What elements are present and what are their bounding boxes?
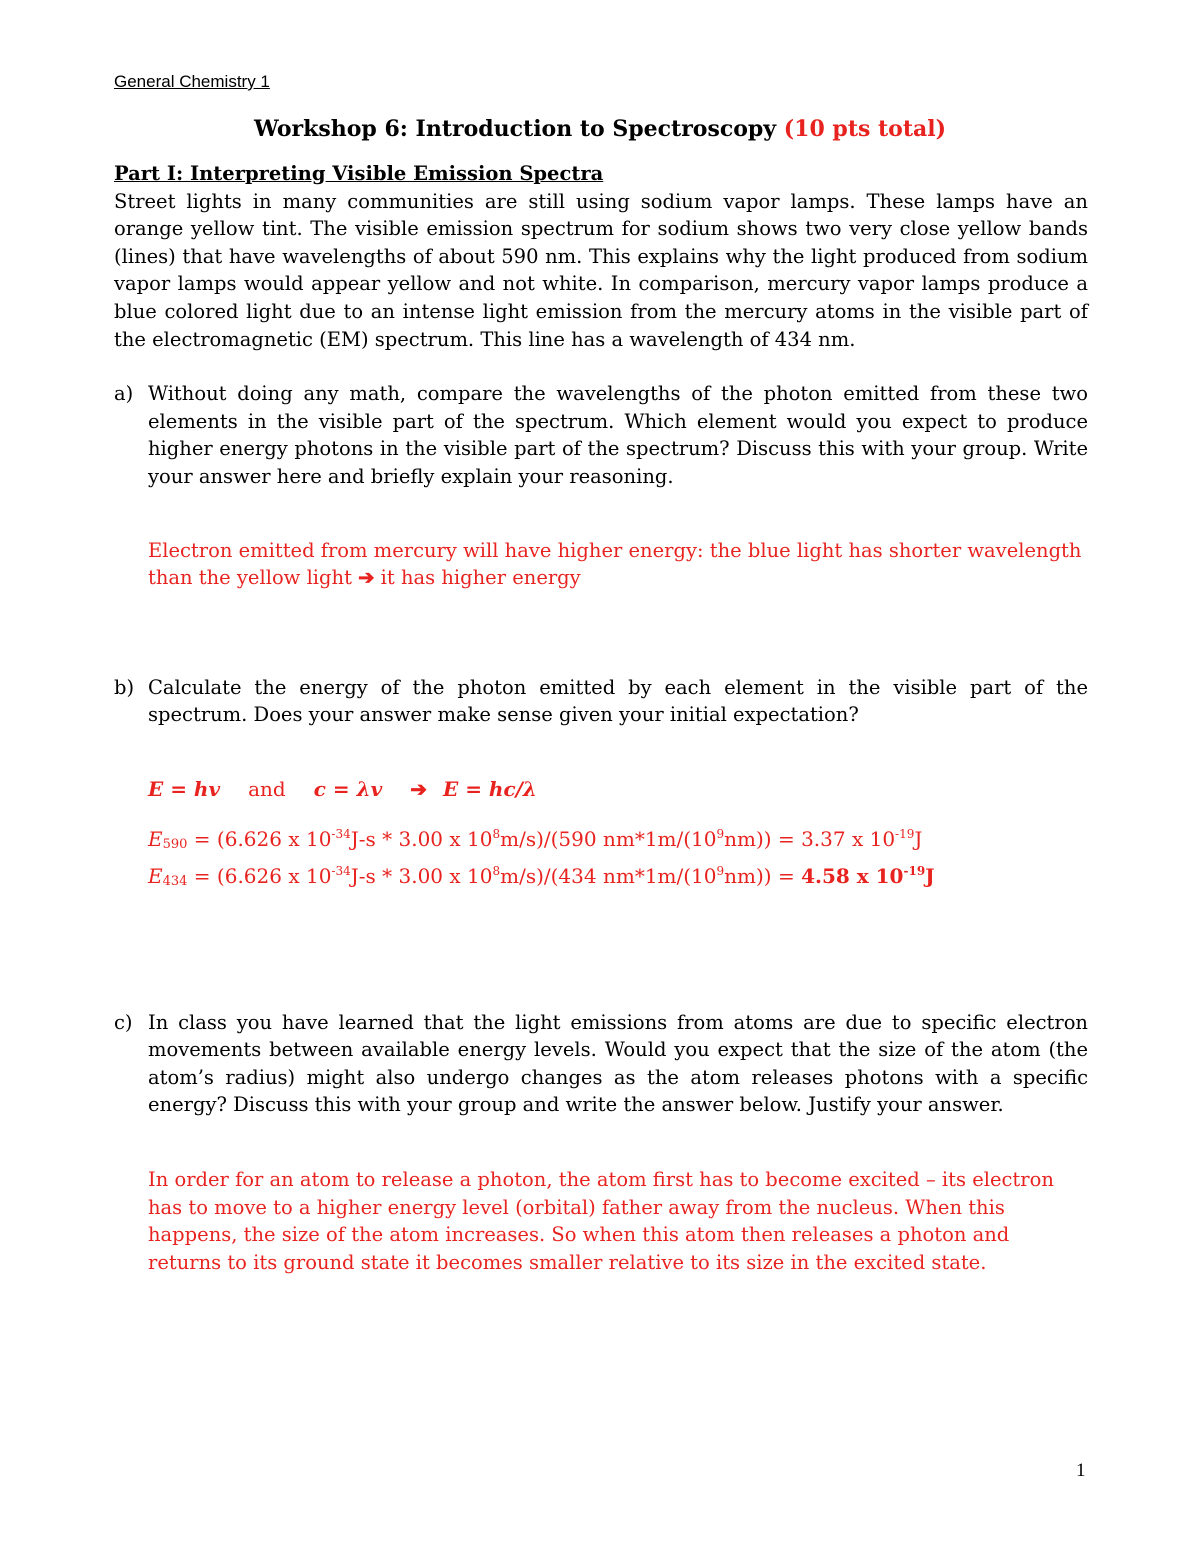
calc-590-exp4: -19: [895, 826, 915, 841]
formula-3: E = hc/λ: [442, 776, 537, 801]
calc-434-exp1: -34: [331, 864, 351, 879]
title-points: (10 pts total): [783, 116, 947, 142]
content: [114, 160, 1088, 1276]
arrow-icon: ➔: [358, 566, 375, 590]
calc-590-p2: J-s * 3.00 x 10: [350, 826, 493, 851]
calc-434-exp4: -19: [903, 864, 926, 879]
question-c: [114, 1009, 1088, 1119]
answer-a-part2: it has higher energy: [374, 566, 581, 590]
formula-2: c = λv: [313, 776, 383, 801]
part1-heading: Part I: Interpreting Visible Emission Spectra: [114, 162, 604, 185]
title-main: Workshop 6: Introduction to Spectroscopy: [253, 116, 784, 142]
formula-and: and: [248, 776, 286, 801]
question-b: [114, 674, 1088, 729]
formula-arrow-icon: ➔: [410, 776, 427, 801]
calc-434-exp3: 9: [716, 864, 725, 879]
calc-434-symbol: E: [148, 864, 163, 889]
answer-a-part1: Electron emitted from mercury will have higher energy: the blue light has shorter wavelength than the yellow light: [148, 538, 1082, 590]
part1-intro: Street lights in many communities are still using sodium vapor lamps. These lamps have an orange yellow tint. The visible emission spectrum for sodium shows two very close yellow bands (lines) that have wavelengths of about 590 nm. This explains why the light produced from sodium vapor lamps would appear yellow and not white. In comparison, mercury vapor lamps produce a blue colored light due to an intense light emission from the mercury atoms in the visible part of the electromagnetic (EM) spectrum. This line has a wavelength of 434 nm.: [114, 189, 1088, 351]
calc-434-sub: 434: [162, 874, 188, 890]
question-b-text: Calculate the energy of the photon emitted by each element in the visible part of the spectrum. Does your answer make sense given your initial expectation?: [148, 675, 1088, 727]
question-c-text: In class you have learned that the light emissions from atoms are due to specific electron movements between available energy levels. Would you expect that the size of the atom (the atom’s radius) might also undergo changes as the atom releases photons with a specific energy? Discuss this with your group and write the answer below. Justify your answer.: [148, 1010, 1088, 1117]
calc-434-result: 4.58 x 10: [801, 864, 904, 889]
calc-590: [114, 821, 1088, 859]
calc-434-p2: J-s * 3.00 x 10: [350, 864, 493, 889]
formula-1: E = hv: [148, 776, 221, 801]
calc-590-p1: = (6.626 x 10: [187, 826, 332, 851]
calc-590-symbol: E: [148, 826, 163, 851]
calc-590-p5: J: [914, 826, 923, 851]
page-title: [0, 116, 1200, 142]
calc-590-p3: m/s)/(590 nm*1m/(10: [500, 826, 717, 851]
calc-590-p4: nm)) = 3.37 x 10: [724, 826, 896, 851]
calc-590-exp2: 8: [492, 826, 501, 841]
calc-590-exp3: 9: [716, 826, 725, 841]
calc-590-sub: 590: [162, 836, 188, 852]
calc-434-p1: = (6.626 x 10: [187, 864, 332, 889]
answer-c: In order for an atom to release a photon, the atom first has to become excited – its electron has to move to a higher energy level (orbital) father away from the nucleus. When this happens, the size of the atom increases. So when this atom then releases a photon and returns to its ground state it becomes smaller relative to its size in the excited state.: [148, 1168, 1054, 1274]
calc-434-p5: J: [925, 864, 935, 889]
question-a-text: Without doing any math, compare the wavelengths of the photon emitted from these two elements in the visible part of the spectrum. Which element would you expect to produce higher energy photons in the visible part of the spectrum? Discuss this with your group. Write your answer here and briefly explain your reasoning.: [148, 382, 1088, 488]
question-a-label: a): [114, 382, 134, 406]
course-header: General Chemistry 1: [114, 72, 270, 91]
calc-590-exp1: -34: [331, 826, 351, 841]
formula-line: [114, 776, 1088, 804]
calc-434: [114, 858, 1088, 896]
question-a: [114, 380, 1088, 490]
calc-434-exp2: 8: [492, 864, 501, 879]
calc-434-p3: m/s)/(434 nm*1m/(10: [500, 864, 717, 889]
calc-434-p4: nm)) =: [724, 864, 802, 889]
answer-a: [114, 537, 1088, 592]
page-number: 1: [1076, 1460, 1086, 1481]
question-b-label: b): [114, 675, 135, 699]
question-c-label: c): [114, 1010, 133, 1034]
